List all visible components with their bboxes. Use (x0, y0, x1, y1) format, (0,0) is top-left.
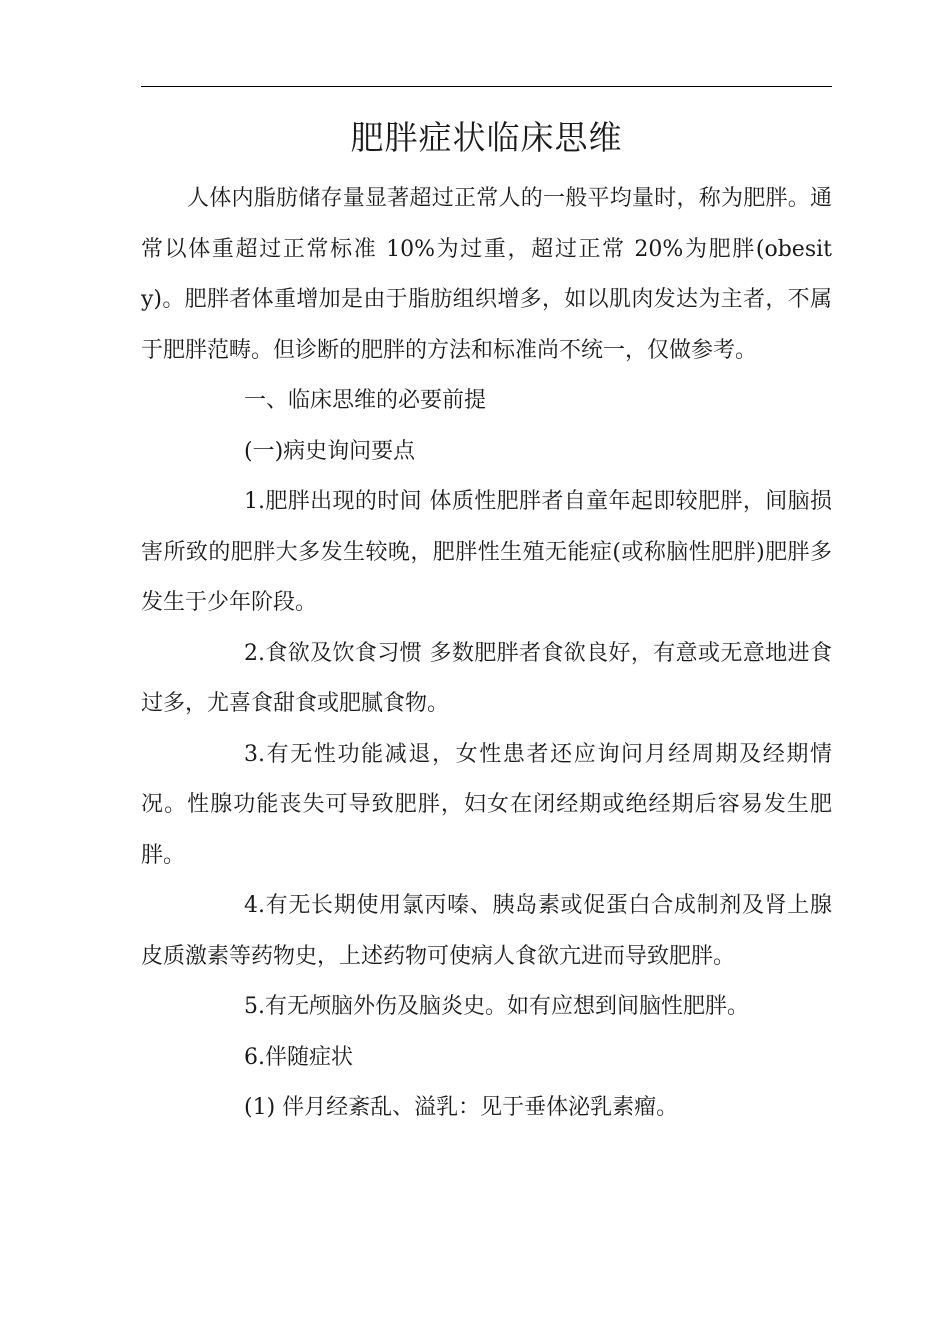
list-item: 5.有无颅脑外伤及脑炎史。如有应想到间脑性肥胖。 (244, 994, 749, 1019)
list-item: 6.伴随症状 (244, 1044, 353, 1070)
list-item: 3.有无性功能减退，女性患者还应询问月经周期及经期情况。性腺功能丧失可导致肥胖，妇女在闭经期或绝经期后容易发生肥胖。 (141, 741, 832, 868)
subsection-heading: (一)病史询问要点 (244, 438, 416, 464)
header-rule (141, 86, 832, 87)
list-item: 1.肥胖出现的时间 体质性肥胖者自童年起即较肥胖，间脑损害所致的肥胖大多发生较晚，肥胖性生殖无能症(或称脑性肥胖)肥胖多发生于少年阶段。 (141, 489, 832, 615)
document-body (141, 174, 832, 1134)
list-item: 4.有无长期使用氯丙嗪、胰岛素或促蛋白合成制剂及肾上腺皮质激素等药物史，上述药物可使病人食欲亢进而导致肥胖。 (141, 893, 832, 969)
page-title: 肥胖症状临床思维 (350, 118, 623, 157)
sub-list-item: (1) 伴月经紊乱、溢乳：见于垂体泌乳素瘤。 (244, 1095, 679, 1120)
section-heading: 一、临床思维的必要前提 (244, 388, 487, 413)
list-item: 2.食欲及饮食习惯 多数肥胖者食欲良好，有意或无意地进食过多，尤喜食甜食或肥腻食物。 (141, 640, 832, 716)
intro-paragraph: 人体内脂肪储存量显著超过正常人的一般平均量时，称为肥胖。通常以体重超过正常标准 10%为过重，超过正常 20%为肥胖(obesity)。肥胖者体重增加是由于脂肪组织增多，如以肌肉发达为主者，不属于肥胖范畴。但诊断的肥胖的方法和标准尚不统一，仅做参考。 (141, 186, 832, 363)
